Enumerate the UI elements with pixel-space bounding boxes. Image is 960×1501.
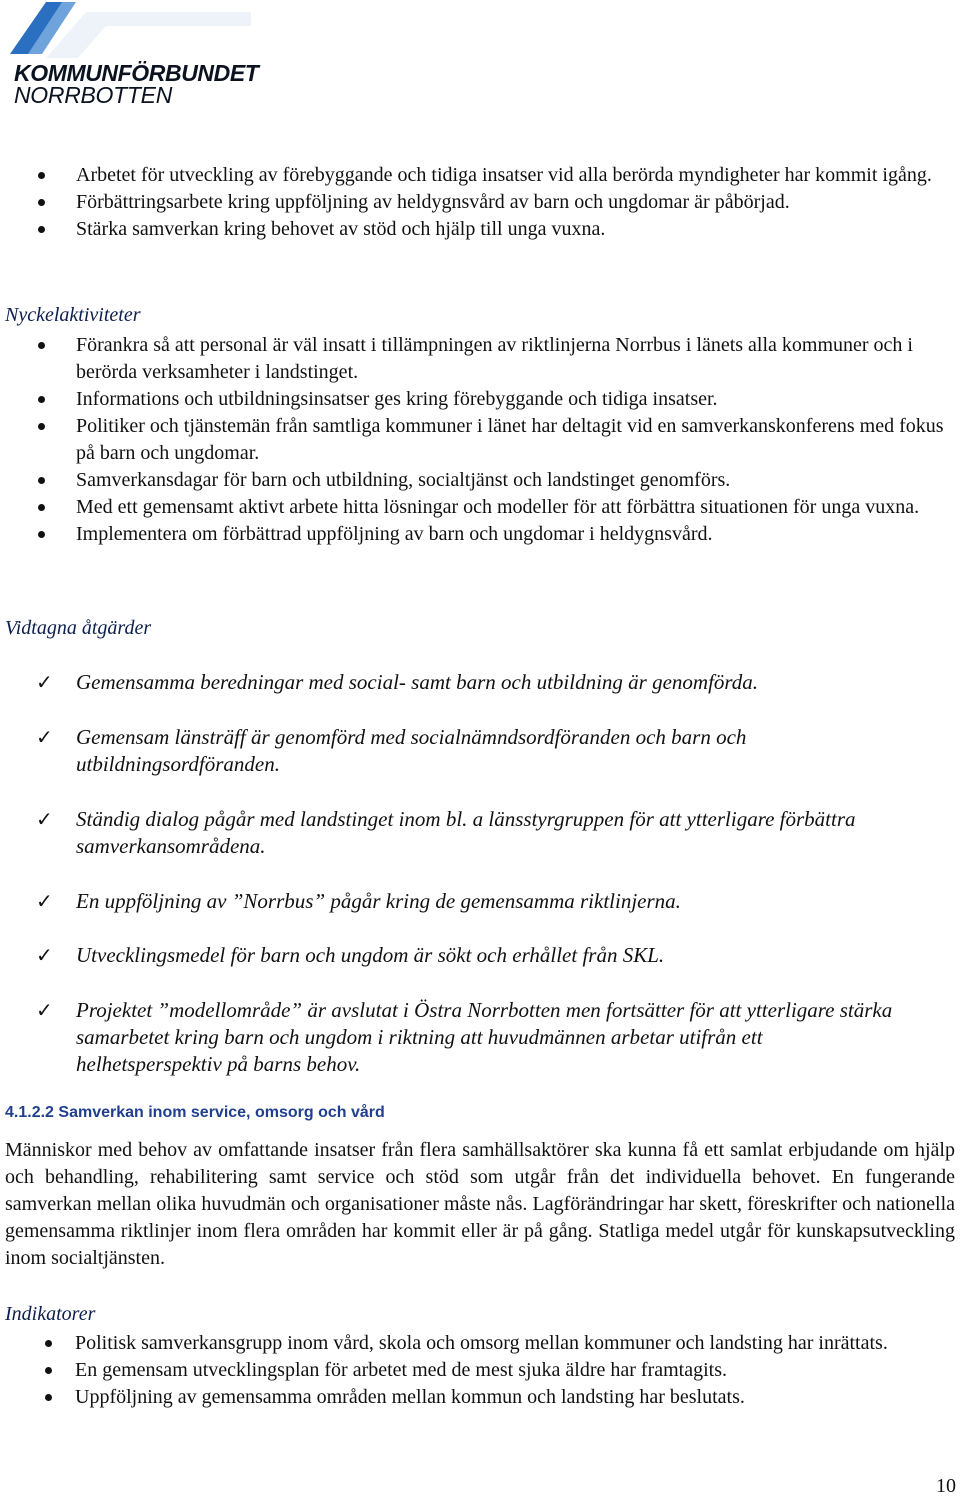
- section-title: Samverkan inom service, omsorg och vård: [58, 1104, 385, 1121]
- list-item: Förbättringsarbete kring uppföljning av heldygnsvård av barn och ungdomar är påbörjad.: [0, 189, 960, 216]
- checklist-item: ✓ Ständig dialog pågår med landstinget inom bl. a länsstyrgruppen för att ytterligare förbättra samverkansområdena.: [36, 807, 856, 858]
- list-item: Politiker och tjänstemän från samtliga kommuner i länet har deltagit vid en samverkanskonferens med fokus på barn och ungdomar.: [0, 413, 960, 467]
- checklist-item: ✓ Gemensam länsträff är genomförd med socialnämndsordföranden och barn och utbildningsordföranden.: [36, 725, 747, 776]
- bullet-icon: [45, 1367, 52, 1374]
- page-number: 10: [936, 1475, 956, 1497]
- section-number: 4.1.2.2: [5, 1104, 54, 1121]
- bullet-icon: [38, 172, 45, 179]
- list-item: Samverkansdagar för barn och utbildning, socialtjänst och landstinget genomförs.: [0, 467, 960, 494]
- bullet-icon: [38, 531, 45, 538]
- list-item: Uppföljning av gemensamma områden mellan kommun och landsting har beslutats.: [0, 1384, 960, 1411]
- bullet-icon: [38, 504, 45, 511]
- indicators-list: [0, 1330, 960, 1411]
- checkmark-icon: ✓: [36, 943, 53, 967]
- intro-list: [0, 162, 960, 243]
- bullet-icon: [38, 423, 45, 430]
- list-item: Stärka samverkan kring behovet av stöd och hjälp till unga vuxna.: [0, 216, 960, 243]
- bullet-icon: [45, 1394, 52, 1401]
- key-activities-heading: Nyckelaktiviteter: [5, 304, 141, 326]
- checklist-item: ✓ Utvecklingsmedel för barn och ungdom är sökt och erhållet från SKL.: [36, 943, 665, 967]
- bullet-icon: [38, 342, 45, 349]
- logo-line-1: KOMMUNFÖRBUNDET: [14, 60, 259, 86]
- bullet-icon: [45, 1340, 52, 1347]
- actions-heading: Vidtagna åtgärder: [5, 617, 152, 639]
- bullet-icon: [38, 396, 45, 403]
- list-item: Förankra så att personal är väl insatt i tillämpningen av riktlinjerna Norrbus i länets alla kommuner och i berörda verksamheter i landstinget.: [0, 332, 960, 386]
- list-item: Med ett gemensamt aktivt arbete hitta lösningar och modeller för att förbättra situationen för unga vuxna.: [0, 494, 960, 521]
- checkmark-icon: ✓: [36, 889, 53, 913]
- list-item: Informations och utbildningsinsatser ges kring förebyggande och tidiga insatser.: [0, 386, 960, 413]
- list-item: Politisk samverkansgrupp inom vård, skola och omsorg mellan kommuner och landsting har inrättats.: [0, 1330, 960, 1357]
- indicators-heading: Indikatorer: [5, 1303, 96, 1325]
- checkmark-icon: ✓: [36, 998, 53, 1022]
- checklist-item: ✓ En uppföljning av ”Norrbus” pågår kring de gemensamma riktlinjerna.: [36, 889, 681, 913]
- checkmark-icon: ✓: [36, 807, 53, 831]
- list-item: En gemensam utvecklingsplan för arbetet med de mest sjuka äldre har framtagits.: [0, 1357, 960, 1384]
- bullet-icon: [38, 199, 45, 206]
- section-heading: [5, 1104, 385, 1122]
- bullet-icon: [38, 226, 45, 233]
- checklist-item: ✓ Gemensamma beredningar med social- samt barn och utbildning är genomförda.: [36, 670, 759, 694]
- checklist-item: ✓ Projektet ”modellområde” är avslutat i Östra Norrbotten men fortsätter för att ytterligare stärka samarbetet kring barn och ungdom i riktning att huvudmännen arbetar utifrån ett helhetsperspektiv på barns behov.: [36, 998, 893, 1076]
- checkmark-icon: ✓: [36, 670, 53, 694]
- bullet-icon: [38, 477, 45, 484]
- logo: [6, 2, 259, 108]
- key-activities-list: [0, 332, 960, 548]
- list-item: Implementera om förbättrad uppföljning av barn och ungdomar i heldygnsvård.: [0, 521, 960, 548]
- logo-line-2: NORRBOTTEN: [14, 82, 173, 108]
- body-paragraph: Människor med behov av omfattande insatser från flera samhällsaktörer ska kunna få ett samlat erbjudande om hjälp och behandling, rehabilitering samt service och stöd som utgår från det individuella behovet. En fungerande samverkan mellan olika huvudmän och organisationer måste nås. Lagförändringar har skett, föreskrifter och nationella gemensamma riktlinjer inom flera områden har kommit eller är på gång. Statliga medel utgår för kunskapsutveckling inom socialtjänsten.: [5, 1139, 955, 1269]
- checkmark-icon: ✓: [36, 725, 53, 749]
- list-item: Arbetet för utveckling av förebyggande och tidiga insatser vid alla berörda myndigheter har kommit igång.: [0, 162, 960, 189]
